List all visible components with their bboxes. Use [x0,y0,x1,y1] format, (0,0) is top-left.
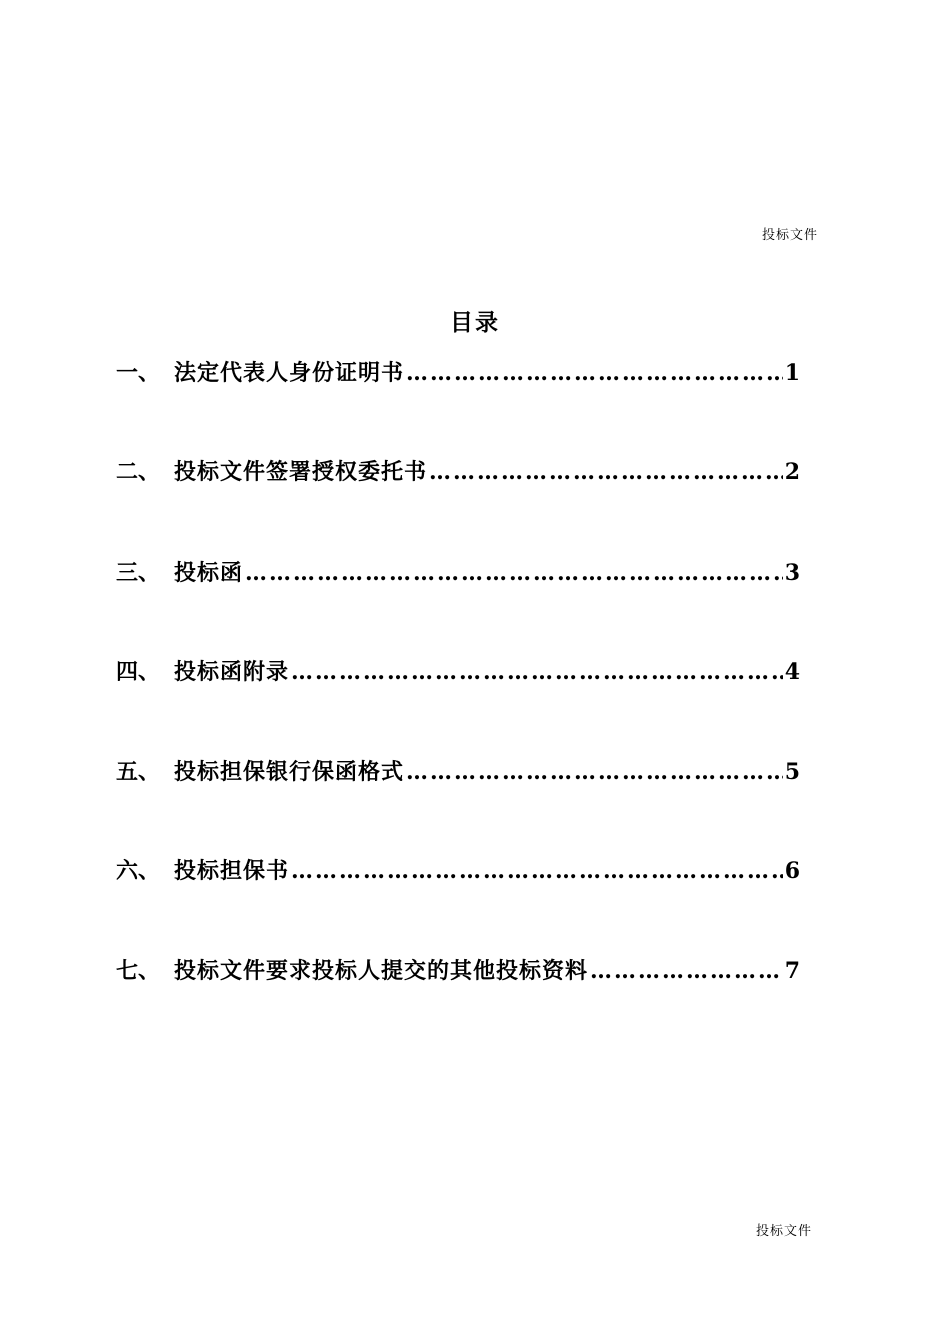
toc-entry [116,755,800,785]
toc-entry-label: 投标函附录 [174,659,290,685]
toc-entry [116,655,800,685]
toc-entry [116,455,800,485]
toc-dot-leader [429,459,783,485]
toc-entry-label: 投标担保书 [174,858,290,884]
toc-entry-number: 七、 [116,958,161,984]
toc-dot-leader [590,958,783,984]
toc-entry-page: 7 [784,958,800,984]
page-footer: 投标文件 [756,1224,813,1239]
toc-dot-leader [406,759,783,785]
toc-entry-label: 法定代表人身份证明书 [174,360,405,386]
toc-dot-leader [245,560,783,586]
toc-entry-page: 2 [784,459,800,485]
toc-entry-page: 5 [784,759,800,785]
toc-dot-leader [406,360,783,386]
toc-entry-number: 一、 [116,360,161,386]
toc-entry-page: 1 [784,360,800,386]
toc-entry-label: 投标担保银行保函格式 [174,759,405,785]
toc-entry [116,954,800,984]
toc-entry [116,854,800,884]
toc-entry-number: 四、 [116,659,161,685]
toc-entry-number: 六、 [116,858,161,884]
toc-entry [116,556,800,586]
toc-entry [116,356,800,386]
toc-entry-page: 6 [784,858,800,884]
toc-dot-leader [291,858,783,884]
toc-title: 目录 [450,309,500,336]
toc-entry-number: 五、 [116,759,161,785]
toc-dot-leader [291,659,783,685]
toc-entry-page: 3 [784,560,800,586]
toc-entry-number: 二、 [116,459,161,485]
page-header: 投标文件 [762,228,819,243]
toc-entry-page: 4 [784,659,800,685]
toc-entry-number: 三、 [116,560,161,586]
toc-entry-label: 投标文件要求投标人提交的其他投标资料 [174,958,589,984]
toc-entry-label: 投标函 [174,560,244,586]
toc-entry-label: 投标文件签署授权委托书 [174,459,428,485]
